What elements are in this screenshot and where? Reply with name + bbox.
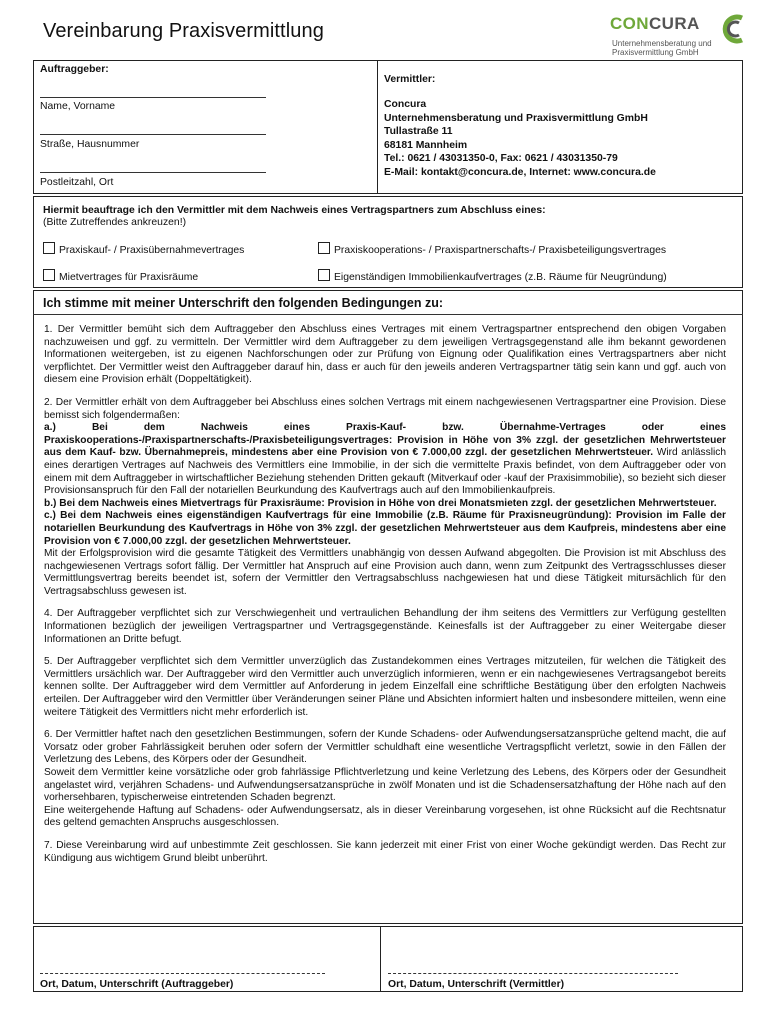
commission-hint: (Bitte Zutreffendes ankreuzen!) <box>43 217 187 228</box>
option-practice-purchase[interactable]: Praxiskauf- / Praxisübernahmevertrages <box>43 242 244 257</box>
broker-signature-line[interactable] <box>388 973 678 974</box>
name-field-label: Name, Vorname <box>40 101 116 112</box>
term-4: 4. Der Auftraggeber verpflichtet sich zur Verschwiegenheit und vertraulichen Behandlung der ihm seitens des Vermittlers zur Verfügung gestellten Informationen bezüglich der jeweiligen Vertragspartner und Vertragsgegenstände. Keinesfalls ist der Auftraggeber zu einer Weitergabe dieser Informationen an Dritte befugt. <box>44 608 726 645</box>
option-cooperation[interactable]: Praxiskooperations- / Praxispartnerschafts-/ Praxisbeteiligungsvertrages <box>318 242 666 257</box>
client-signature-label: Ort, Datum, Unterschrift (Auftraggeber) <box>40 979 234 990</box>
terms-heading: Ich stimme mit meiner Unterschrift den folgenden Bedingungen zu: <box>43 296 444 310</box>
page-title: Vereinbarung Praxisvermittlung <box>43 20 324 42</box>
street-field-label: Straße, Hausnummer <box>40 139 140 150</box>
commission-intro: Hiermit beauftrage ich den Vermittler mit dem Nachweis eines Vertragspartners zum Abschluss eines: <box>43 205 546 216</box>
logo-subtitle: Unternehmensberatung und Praxisvermittlung GmbH <box>612 39 712 57</box>
broker-address: Concura Unternehmensberatung und Praxisvermittlung GmbH Tullastraße 11 68181 Mannheim Tel.: 0621 / 43031350-0, Fax: 0621 / 43031350-79 E-Mail: kontakt@concura.de, Internet: www.concura.de <box>384 99 656 178</box>
checkbox[interactable] <box>318 269 330 281</box>
broker-heading: Vermittler: <box>384 74 436 85</box>
option-property-purchase[interactable]: Eigenständigen Immobilienkaufvertrages (z.B. Räume für Neugründung) <box>318 269 667 284</box>
city-field-line[interactable] <box>40 172 266 173</box>
broker-signature-label: Ort, Datum, Unterschrift (Vermittler) <box>388 979 565 990</box>
name-field-line[interactable] <box>40 97 266 98</box>
term-2: 2. Der Vermittler erhält von dem Auftraggeber bei Abschluss eines solchen Vertrags mit einem nachgewiesenen Vertragspartner eine Provision. Diese bemisst sich folgendermaßen: a.) Bei dem Nachweis eines Praxis-Kauf- bzw. Übernahme-Vertrages oder eines Praxiskooperations-/Praxispartnerschafts-/Praxisbeteiligungsvertrages: Provision in Höhe von 3% zzgl. der gesetzlichen Mehrwertsteuer aus dem Kauf- bzw. Übernahmepreis, mindestens aber eine Provision von € 7.000,00 zzgl. der gesetzlichen Mehrwertsteuer. Wird anlässlich eines derartigen Vertrages auf Nachweis des Vermittlers eine Immobilie, in der sich die vermittelte Praxis befindet, von dem Auftraggeber oder von einem mit dem Auftraggeber in wirtschaftlicher Beziehung stehenden Dritten gekauft (Mitverkauf oder -kauf der Praxisimmobilie), so bezieht sich dieser Provisionsanspruch für den Fall der notariellen Beurkundung des Kaufvertrags auch auf den Immobilienkaufpreis. b.) Bei dem Nachweis eines Mietvertrags für Praxisräume: Provision in Höhe von drei Monatsmieten zzgl. der gesetzlichen Mehrwertsteuer. c.) Bei dem Nachweis eines eigenständigen Kaufvertrags für eine Immobilie (z.B. Räume für Praxisneugründung): Provision im Falle der notariellen Beurkundung des Kaufvertrags in Höhe von 3% zzgl. der gesetzlichen Mehrwertsteuer aus dem Kaufpreis, mindestens aber eine Provision von € 7.000,00 zzgl. der gesetzlichen Mehrwertsteuer. Mit der Erfolgsprovision wird die gesamte Tätigkeit des Vermittlers unabhängig von dessen Aufwand abgegolten. Die Provision ist mit Abschluss des nachgewiesenen Vertrags sofort fällig. Der Vermittler hat Anspruch auf eine Provision auch dann, wenn zum Zeitpunkt des Vertragsschlusses dieser Vermittlungsvertrag bereits beendet ist, sofern der Vermittler den Vertragsabschluss nachgewiesen hat und diese Tätigkeit mitursächlich für den Vertragsabschluss gewesen ist. <box>44 396 726 597</box>
checkbox[interactable] <box>318 242 330 254</box>
street-field-line[interactable] <box>40 134 266 135</box>
divider <box>33 314 743 315</box>
logo-c-icon <box>722 12 746 46</box>
term-7: 7. Diese Vereinbarung wird auf unbestimmte Zeit geschlossen. Sie kann jederzeit mit einer Frist von einer Woche gekündigt werden. Das Recht zur Kündigung aus wichtigem Grund bleibt unberührt. <box>44 839 726 864</box>
terms-body <box>44 324 726 875</box>
term-1: 1. Der Vermittler bemüht sich dem Auftraggeber den Abschluss eines Vertrages mit einem Vertragspartner entsprechend den obigen Vorgaben nachzuweisen und ggf. zu vermitteln. Der Vermittler wird dem Auftraggeber zu dem jeweiligen Vertragsgegenstand alle ihm bekannt gewordenen Informationen weitergeben, ist zu eigenen Nachforschungen oder zur Prüfung von Eignung oder Qualifikation eines Vertragspartners aber nicht verpflichtet. Der Vermittler weist den Auftraggeber darauf hin, dass er auch für den jeweils anderen Vertragspartner tätig sein kann und ggf. auch von diesem eine Provision erhält (Doppeltätigkeit). <box>44 324 726 386</box>
term-6: 6. Der Vermittler haftet nach den gesetzlichen Bestimmungen, sofern der Kunde Schadens- oder Aufwendungsersatzansprüche geltend macht, die auf Vorsatz oder grober Fahrlässigkeit beruhen oder sofern der Vermittler schuldhaft eine wesentliche Vertragspflicht verletzt, sowie in den Fällen der Verletzung des Lebens, des Körpers oder der Gesundheit. Soweit dem Vermittler keine vorsätzliche oder grob fahrlässige Pflichtverletzung und keine Verletzung des Lebens, des Körpers oder der Gesundheit angelastet wird, verjähren Schadens- und Aufwendungsersatzansprüche in zwölf Monaten und ist die Schadensersatzhaftung der Höhe nach auf den vorhersehbaren, typischerweise eintretenden Schaden begrenzt. Eine weitergehende Haftung auf Schadens- oder Aufwendungsersatz, als in dieser Vereinbarung vorgesehen, ist ohne Rücksicht auf die Rechtsnatur des geltend gemachten Anspruchs ausgeschlossen. <box>44 729 726 829</box>
city-field-label: Postleitzahl, Ort <box>40 177 114 188</box>
company-logo <box>610 12 745 62</box>
client-heading: Auftraggeber: <box>40 64 109 75</box>
checkbox[interactable] <box>43 242 55 254</box>
checkbox[interactable] <box>43 269 55 281</box>
option-rental[interactable]: Mietvertrages für Praxisräume <box>43 269 198 284</box>
client-signature-line[interactable] <box>40 973 325 974</box>
logo-wordmark: CONCURA <box>610 14 700 33</box>
term-5: 5. Der Auftraggeber verpflichtet sich dem Vermittler unverzüglich das Zustandekommen eines Vertrages mitzuteilen, für welchen die Tätigkeit des Vermittlers ursächlich war. Der Auftraggeber wird den Vermittler auch unverzüglich informieren, wenn er ein nachgewiesenes Vertragsangebot bereits kennen sollte. Der Auftraggeber wird dem Vermittler auf Anforderung in jedem Einzelfall eine schriftliche Bestätigung über den erfolgten Nachweis erteilen. Der Auftraggeber wird den Vermittler über Veränderungen seiner Pläne und Absichten informiert halten und insbesondere mitteilen, wenn eine weitere Tätigkeit des Vermittlers nicht mehr erforderlich ist. <box>44 656 726 718</box>
